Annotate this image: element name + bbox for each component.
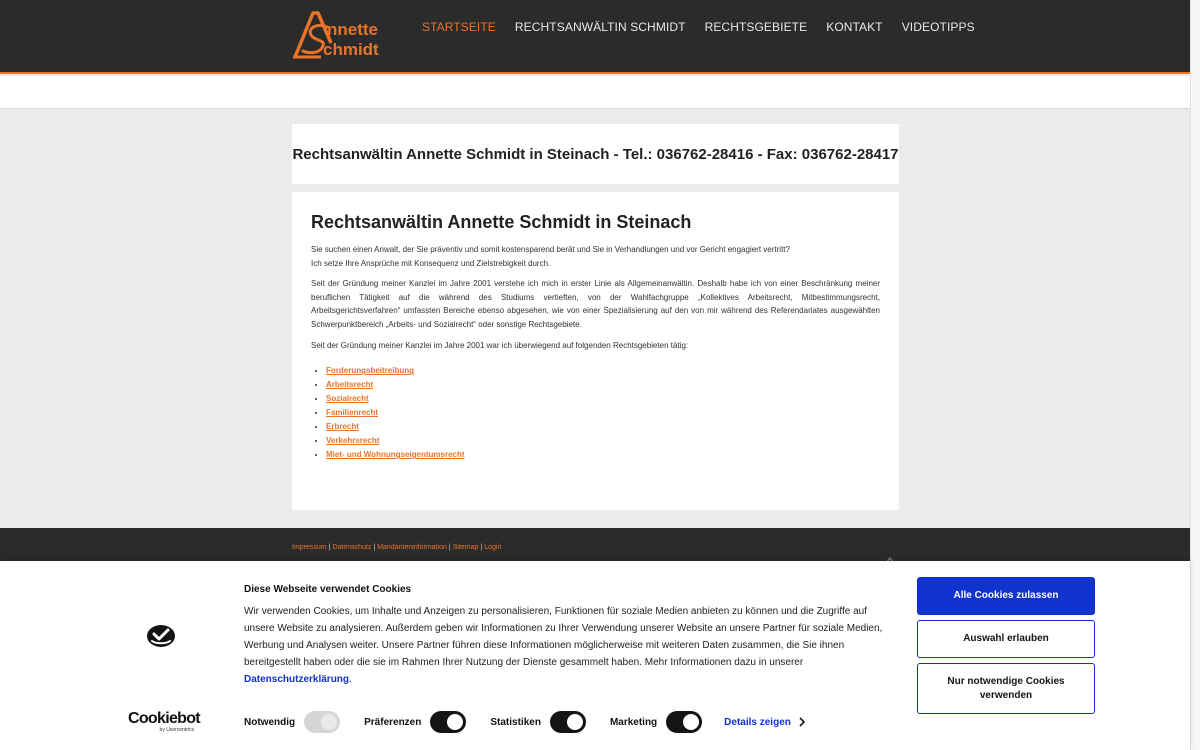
necessary-only-button[interactable]: Nur notwendige Cookies verwenden [917, 663, 1095, 714]
toggle-marketing [610, 711, 702, 733]
practice-areas-list [326, 364, 880, 462]
allow-all-cookies-button[interactable]: Alle Cookies zulassen [917, 577, 1095, 615]
details-show-button[interactable] [724, 717, 805, 728]
privacy-policy-link[interactable]: Datenschutzerklärung [244, 674, 350, 685]
logo-line1: nnette [327, 20, 378, 39]
footer-separator: | [373, 544, 376, 551]
footer-link-impressum[interactable]: Impressum [292, 544, 327, 551]
footer-links [292, 544, 501, 551]
site-header [0, 0, 1190, 74]
area-link-mietrecht[interactable]: Miet- und Wohnungseigentumsrecht [326, 450, 465, 460]
footer-link-sitemap[interactable]: Sitemap [452, 544, 479, 551]
switch-marketing[interactable] [666, 711, 702, 733]
cookie-title: Diese Webseite verwendet Cookies [244, 584, 412, 595]
chevron-right-icon [799, 717, 805, 727]
area-link-forderungsbeitreibung[interactable]: Forderungsbeitreibung [326, 366, 414, 376]
nav-videotipps[interactable]: VIDEOTIPPS [901, 20, 975, 34]
list-item [326, 406, 880, 420]
toggle-notwendig [244, 711, 340, 733]
cookiebot-logo [128, 710, 200, 733]
nav-rechtsanwaeltin-schmidt[interactable]: RECHTSANWÄLTIN SCHMIDT [514, 20, 686, 34]
areas-intro: Seit der Gründung meiner Kanzlei im Jahre 2001 war ich überwiegend auf folgenden Rechtsgebieten tätig: [311, 340, 689, 350]
switch-knob [683, 714, 699, 730]
toggle-label-marketing: Marketing [609, 716, 658, 728]
nav-startseite[interactable]: STARTSEITE [422, 20, 496, 34]
area-link-arbeitsrecht[interactable]: Arbeitsrecht [326, 380, 374, 390]
cookiebot-wordmark: Cookiebot [128, 710, 200, 727]
toggle-label-praeferenzen: Präferenzen [364, 716, 422, 728]
cookie-description: Wir verwenden Cookies, um Inhalte und Anzeigen zu personalisieren, Funktionen für soziale Medien anbieten zu können und die Zugriffe auf unsere Website zu analysieren. Außerdem geben wir Informationen zu Ihrer Verwendung unserer Website an unsere Partner für soziale Medien, Werbung und Analysen weiter. Unsere Partner führen diese Informationen möglicherweise mit weiteren Daten zusammen, die Sie ihnen bereitgestellt haben oder die sie im Rahmen Ihrer Nutzung der Dienste gesammelt haben. Mehr Informationen dazu in unserer [244, 606, 883, 668]
switch-knob [321, 714, 337, 730]
list-item [326, 378, 880, 392]
nav-rechtsgebiete[interactable]: RECHTSGEBIETE [704, 20, 808, 34]
cookie-toggles [244, 711, 805, 733]
footer-link-datenschutz[interactable]: Datenschutz [332, 544, 372, 551]
area-link-familienrecht[interactable]: Familienrecht [326, 408, 379, 418]
logo-line2: chmidt [323, 40, 379, 59]
switch-knob [447, 714, 463, 730]
intro-line-1: Sie suchen einen Anwalt, der Sie präventiv und somit kostensparend berät und Sie in Verhandlungen und vor Gericht engagiert vertritt? [311, 245, 790, 254]
footer-link-mandanteninformation[interactable]: Mandanteninformation [377, 544, 447, 551]
toggle-praeferenzen [364, 711, 466, 733]
page-title: Rechtsanwältin Annette Schmidt in Steinach - Tel.: 036762-28416 - Fax: 036762-28417 [292, 145, 899, 163]
list-item [326, 392, 880, 406]
switch-statistiken[interactable] [550, 711, 586, 733]
list-item [326, 448, 880, 462]
toggle-statistiken [490, 711, 586, 733]
logo-mark [291, 9, 391, 61]
title-card [292, 124, 899, 184]
content-card [292, 192, 899, 510]
cookiebot-byline: by Usercentrics [159, 727, 194, 733]
list-item [326, 434, 880, 448]
cookie-text [244, 603, 889, 688]
intro-paragraph [311, 243, 880, 270]
list-item [326, 364, 880, 378]
area-link-verkehrsrecht[interactable]: Verkehrsrecht [326, 436, 380, 446]
allow-selection-button[interactable]: Auswahl erlauben [917, 620, 1095, 658]
intro-line-2: Ich setze Ihre Ansprüche mit Konsequenz und Zielstrebigkeit durch. [311, 258, 551, 268]
area-link-erbrecht[interactable]: Erbrecht [326, 422, 359, 432]
switch-praeferenzen[interactable] [430, 711, 466, 733]
area-link-sozialrecht[interactable]: Sozialrecht [326, 394, 369, 404]
content-heading: Rechtsanwältin Annette Schmidt in Steinach [311, 212, 692, 232]
switch-notwendig [304, 711, 340, 733]
switch-knob [567, 714, 583, 730]
toggle-label-notwendig: Notwendig [244, 716, 296, 728]
list-item [326, 420, 880, 434]
page-scrollbar[interactable] [1190, 0, 1200, 750]
main-nav [422, 20, 975, 36]
cookiebot-icon [146, 621, 176, 651]
cookie-text-period: . [349, 674, 352, 685]
footer-separator: | [448, 544, 451, 551]
footer-link-login[interactable]: Login [484, 544, 502, 551]
site-logo[interactable] [291, 9, 391, 61]
nav-kontakt[interactable]: KONTAKT [826, 20, 883, 34]
breadcrumb-strip [0, 76, 1190, 109]
footer-separator: | [480, 544, 483, 551]
practice-paragraph: Seit der Gründung meiner Kanzlei im Jahre 2001 verstehe ich mich in erster Linie als Allgemeinanwältin. Deshalb habe ich von einer Beschränkung meiner beruflichen Tätigkeit auf die während des Studiums vertieften, von der Wahlfachgruppe „Kollektives Arbeitsrecht, Mitbestimmungsrecht, Arbeitsgerichtsverfahren“ umfassten Bereiche ebenso abgesehen, wie von einer Spezialisierung auf den von mir während des Referendariates ausgewählten Schwerpunktbereich „Arbeits- und Sozialrecht“ oder sonstige Rechtsgebiete. [311, 279, 880, 329]
footer-separator: | [328, 544, 331, 551]
details-label: Details zeigen [724, 716, 791, 728]
toggle-label-statistiken: Statistiken [490, 716, 541, 728]
cookie-banner [0, 561, 1190, 750]
